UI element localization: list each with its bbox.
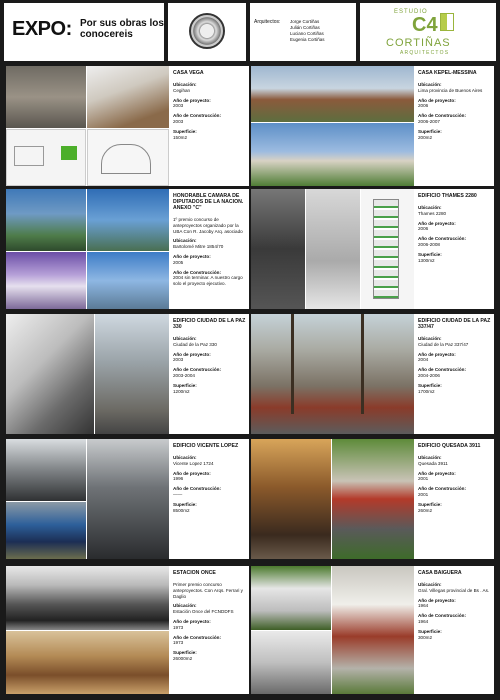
- project-panel: [251, 314, 494, 434]
- project-name: CASA BAIGUERA: [418, 570, 462, 576]
- project-panel: [251, 189, 494, 309]
- project-name: EDIFICIO CIUDAD DE LA PAZ 330: [173, 318, 246, 330]
- construction-year-value: 2004 sin terminar. A nuestro cargo solo el proyecto ejecutivo.: [173, 275, 243, 287]
- area-label: Superficie:: [173, 650, 197, 656]
- construction-year-value: 2003: [173, 118, 184, 124]
- location-label: Ubicación:: [173, 455, 197, 460]
- project-info: [173, 193, 247, 287]
- project-info: [173, 318, 247, 394]
- construction-year-label: Año de Construcción:: [173, 367, 221, 373]
- project-year-value: 2006: [418, 226, 429, 232]
- project-year-label: Año de proyecto:: [418, 220, 456, 226]
- architect-name: Jorge Cortiñas: [290, 19, 320, 24]
- area-value: 150m2: [173, 134, 188, 140]
- project-photo-collage: [251, 66, 414, 186]
- project-name: EDIFICIO VICENTE LOPEZ: [173, 443, 239, 449]
- project-name: ESTACION ONCE: [173, 570, 216, 576]
- area-value: 1300m2: [418, 257, 435, 263]
- area-label: Superficie:: [418, 628, 442, 634]
- area-label: Superficie:: [173, 128, 197, 134]
- project-info: [418, 443, 492, 513]
- expo-title: EXPO:: [12, 18, 72, 40]
- project-year-label: Año de proyecto:: [173, 618, 211, 624]
- project-name: EDIFICIO QUESADA 3911: [418, 443, 481, 449]
- project-info: [173, 70, 247, 140]
- construction-year-label: Año de Construcción:: [418, 613, 466, 619]
- project-photo-collage: [6, 566, 169, 694]
- project-photo-collage: [251, 189, 414, 309]
- area-label: Superficie:: [173, 501, 197, 507]
- area-label: Superficie:: [418, 501, 442, 507]
- architect-name: Luciano Cortiñas: [290, 31, 324, 36]
- project-year-value: 2006: [418, 103, 429, 109]
- seal-logo: [189, 13, 225, 49]
- project-info: [418, 570, 492, 640]
- location-label: Ubicación:: [173, 336, 197, 341]
- logo-arquitectos: ARQUITECTOS: [400, 50, 450, 56]
- construction-year-label: Año de Construcción:: [418, 113, 466, 119]
- project-photo-collage: [251, 314, 414, 434]
- title-box: [4, 3, 164, 61]
- project-photo-collage: [251, 439, 414, 559]
- location-value: Quesada 3911: [418, 460, 448, 466]
- area-value: 1200m2: [173, 388, 190, 394]
- location-label: Ubicación:: [173, 603, 197, 609]
- location-label: Ubicación:: [418, 582, 442, 587]
- project-name: EDIFICIO CIUDAD DE LA PAZ 337/47: [418, 318, 491, 330]
- project-info: [418, 193, 492, 263]
- area-label: Superficie:: [418, 128, 442, 134]
- location-value: Estación Once del FCNDDFS: [173, 609, 234, 615]
- area-value: 1700m2: [418, 388, 435, 394]
- studio-logo-box: [360, 3, 496, 61]
- construction-year-value: 2006-2007: [418, 118, 440, 124]
- area-label: Superficie:: [418, 251, 442, 257]
- project-year-value: 1996: [173, 476, 184, 482]
- project-year-value: 2003: [173, 357, 184, 363]
- seal-box: [168, 3, 246, 61]
- project-year-value: 2004: [418, 357, 429, 363]
- architects-list: [290, 19, 325, 43]
- architects-box: [250, 3, 356, 61]
- project-info: [173, 570, 247, 662]
- project-panel: [251, 566, 494, 694]
- location-label: Ubicación:: [418, 336, 442, 341]
- construction-year-value: 1964: [418, 618, 429, 624]
- location-value: Cegihan: [173, 87, 191, 93]
- project-info: [173, 443, 247, 513]
- area-value: 26000m2: [173, 655, 193, 661]
- location-value: Ciudad de la Paz 337/47: [418, 341, 469, 347]
- location-value: Thames 2280: [418, 210, 447, 216]
- construction-year-label: Año de Construcción:: [173, 269, 221, 275]
- project-year-label: Año de proyecto:: [418, 351, 456, 357]
- project-year-label: Año de proyecto:: [173, 97, 211, 103]
- construction-year-label: Año de Construcción:: [173, 113, 221, 119]
- construction-year-value: ——: [173, 491, 183, 497]
- construction-year-value: 2001: [418, 491, 429, 497]
- area-label: Superficie:: [173, 382, 197, 388]
- project-year-value: 2003: [173, 103, 184, 109]
- project-photo-collage: [6, 439, 169, 559]
- project-name: HONORABLE CAMARA DE DIPUTADOS DE LA NACION. ANEXO "C": [173, 193, 244, 211]
- area-value: 260m2: [418, 507, 433, 513]
- construction-year-value: 2003-2004: [173, 372, 195, 378]
- project-panel: [6, 189, 249, 309]
- location-label: Ubicación:: [173, 238, 197, 244]
- logo-name: CORTIÑAS: [386, 37, 451, 49]
- construction-year-value: 2006-2008: [418, 241, 440, 247]
- area-value: 200m2: [418, 134, 433, 140]
- construction-year-label: Año de Construcción:: [418, 236, 466, 242]
- project-year-value: 2001: [418, 476, 429, 482]
- project-photo-collage: [6, 314, 169, 434]
- construction-year-label: Año de Construcción:: [418, 486, 466, 492]
- project-panel: [6, 439, 249, 559]
- location-value: Bartolomé Mitre 1854/70: [173, 244, 224, 250]
- project-panel: [6, 314, 249, 434]
- project-name: CASA VEGA: [173, 70, 204, 76]
- construction-year-label: Año de Construcción:: [173, 486, 221, 492]
- logo-estudio: ESTUDIO: [394, 9, 428, 15]
- project-panel: [251, 439, 494, 559]
- project-year-value: 1964: [418, 603, 429, 609]
- project-photo-collage: [251, 566, 414, 694]
- project-year-label: Año de proyecto:: [418, 97, 456, 103]
- expo-subtitle: Por sus obras los conocereis: [80, 18, 164, 40]
- project-year-label: Año de proyecto:: [173, 253, 211, 259]
- project-name: CASA KEPEL-MESSINA: [418, 70, 477, 76]
- architect-name: Julián Cortiñas: [290, 25, 320, 30]
- construction-year-value: 2004-2006: [418, 372, 440, 378]
- architect-name: Eugenia Cortiñas: [290, 37, 325, 42]
- construction-year-value: 1973: [173, 640, 184, 646]
- project-description: Primer premio concurso anteproyectos. Con Arqs. Ferrari y Daglio: [173, 582, 243, 599]
- project-info: [418, 318, 492, 394]
- construction-year-label: Año de Construcción:: [418, 367, 466, 373]
- project-name: EDIFICIO THAMES 2280: [418, 193, 477, 199]
- location-label: Ubicación:: [418, 205, 442, 210]
- location-value: Ciudad de la Paz 330: [173, 341, 217, 347]
- project-year-label: Año de proyecto:: [173, 470, 211, 476]
- project-panel: [251, 66, 494, 186]
- logo-mark: C4: [412, 14, 438, 36]
- project-info: [418, 70, 492, 140]
- area-label: Superficie:: [418, 382, 442, 388]
- project-photo-collage: [6, 66, 169, 186]
- location-value: Vicente Lopez 1724: [173, 460, 214, 466]
- project-description: 1º premio concurso de anteproyectos organizado por la UBA Con R. Jacoby Arq. asociado: [173, 217, 243, 234]
- project-year-label: Año de proyecto:: [173, 351, 211, 357]
- location-label: Ubicación:: [418, 455, 442, 460]
- location-value: Gral. Villegas provincial de Bs . As.: [418, 587, 490, 593]
- project-panel: [6, 66, 249, 186]
- construction-year-label: Año de Construcción:: [173, 634, 221, 640]
- project-year-label: Año de proyecto:: [418, 597, 456, 603]
- location-label: Ubicación:: [418, 82, 442, 87]
- logo-grid-icon: [440, 13, 454, 31]
- header: [0, 0, 500, 64]
- architects-label: Arquitectos:: [254, 19, 281, 25]
- project-year-value: 2005: [173, 259, 184, 265]
- project-year-label: Año de proyecto:: [418, 470, 456, 476]
- area-value: 300m2: [418, 634, 433, 640]
- project-photo-collage: [6, 189, 169, 309]
- area-value: 8500m2: [173, 507, 190, 513]
- project-panel: [6, 566, 249, 694]
- location-label: Ubicación:: [173, 82, 197, 87]
- project-year-value: 1973: [173, 624, 184, 630]
- location-value: Lima provincia de Buenos Aires: [418, 87, 483, 93]
